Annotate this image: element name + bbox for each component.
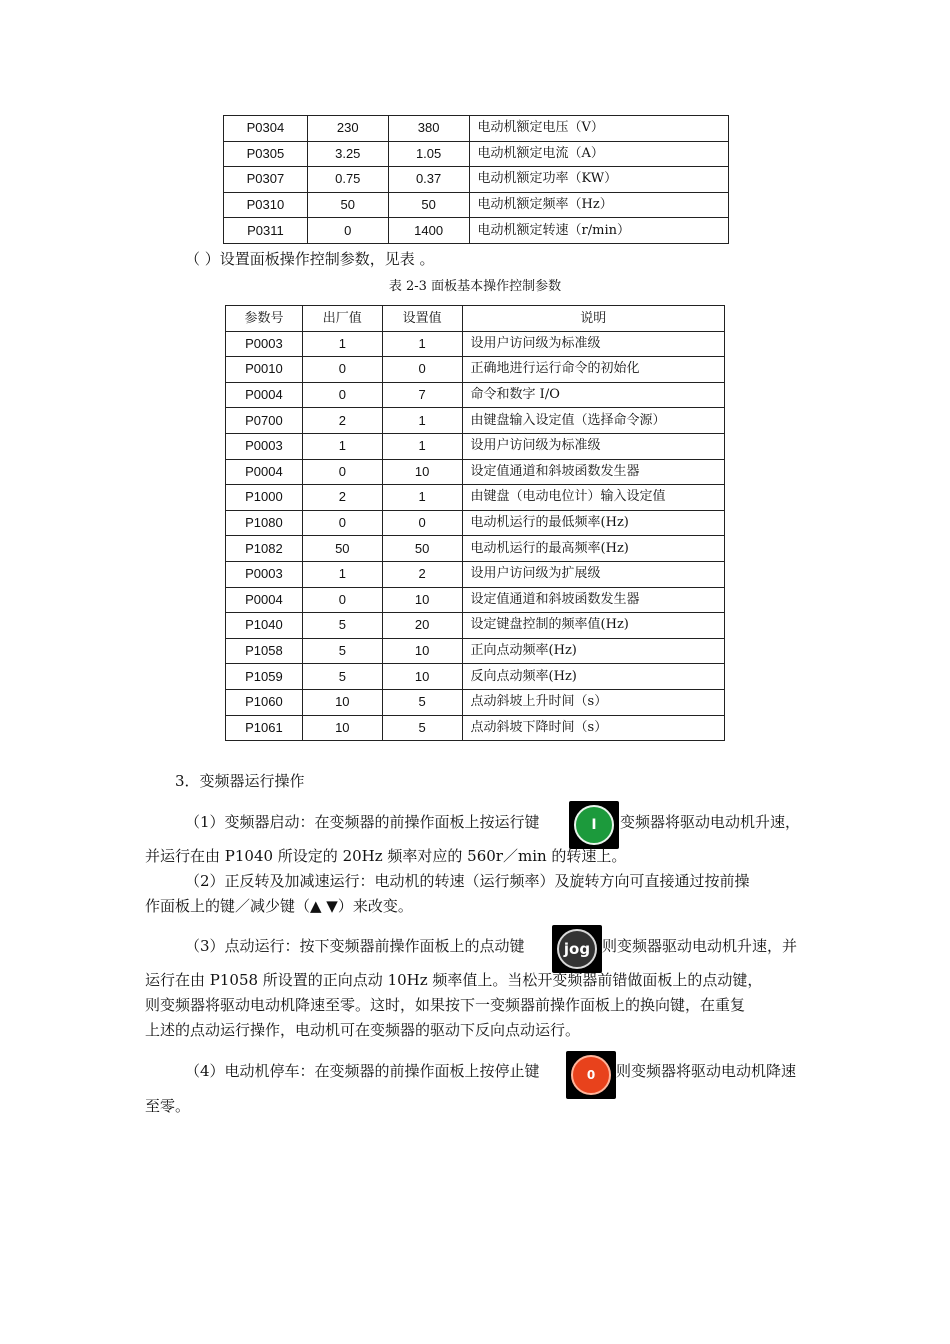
param-cell: P0700 bbox=[226, 408, 303, 434]
setup-panel-line: （ ）设置面板操作控制参数，见表 。 bbox=[185, 250, 435, 268]
param-cell: P0004 bbox=[226, 587, 303, 613]
description-cell: 电动机额定电压（V） bbox=[469, 116, 728, 142]
value-cell: 0 bbox=[307, 218, 388, 244]
header-param: 参数号 bbox=[226, 306, 303, 332]
value-cell: 2 bbox=[302, 485, 382, 511]
p3-line-1b: 则变频器驱动电动机升速，并 bbox=[602, 937, 798, 955]
value-cell: 0 bbox=[302, 382, 382, 408]
jog-key-icon: jog bbox=[552, 925, 602, 973]
table-row bbox=[226, 433, 725, 459]
param-cell: P1040 bbox=[226, 613, 303, 639]
value-cell: 1400 bbox=[388, 218, 469, 244]
value-cell: 1 bbox=[382, 433, 462, 459]
value-cell: 0 bbox=[302, 357, 382, 383]
param-cell: P1060 bbox=[226, 689, 303, 715]
description-cell: 电动机运行的最高频率(Hz) bbox=[462, 536, 724, 562]
value-cell: 50 bbox=[382, 536, 462, 562]
table-row bbox=[226, 536, 725, 562]
value-cell: 20 bbox=[382, 613, 462, 639]
p2-line-1: （2）正反转及加减速运行：电动机的转速（运行频率）及旋转方向可直接通过按前操 bbox=[185, 872, 750, 890]
description-cell: 设定值通道和斜坡函数发生器 bbox=[462, 459, 724, 485]
table-row bbox=[226, 331, 725, 357]
table-row bbox=[226, 689, 725, 715]
value-cell: 380 bbox=[388, 116, 469, 142]
value-cell: 1.05 bbox=[388, 141, 469, 167]
param-cell: P0003 bbox=[226, 433, 303, 459]
stop-key-icon: 0 bbox=[566, 1051, 616, 1099]
param-cell: P0304 bbox=[224, 116, 308, 142]
p4-line-2: 至零。 bbox=[145, 1097, 191, 1115]
table-row bbox=[226, 561, 725, 587]
value-cell: 1 bbox=[382, 408, 462, 434]
table-caption: 表 2-3 面板基本操作控制参数 bbox=[388, 279, 562, 294]
p3-line-2: 运行在由 P1058 所设置的正向点动 10Hz 频率值上。当松开变频器前错做面板上的点动键， bbox=[145, 971, 763, 989]
description-cell: 电动机额定功率（KW） bbox=[469, 167, 728, 193]
param-cell: P0004 bbox=[226, 382, 303, 408]
description-cell: 电动机额定频率（Hz） bbox=[469, 192, 728, 218]
p3-line-1a: （3）点动运行：按下变频器前操作面板上的点动键 bbox=[185, 937, 525, 955]
table-row bbox=[224, 141, 729, 167]
description-cell: 设定键盘控制的频率值(Hz) bbox=[462, 613, 724, 639]
value-cell: 5 bbox=[382, 689, 462, 715]
header-default: 出厂值 bbox=[302, 306, 382, 332]
table-row bbox=[224, 116, 729, 142]
description-cell: 电动机运行的最低频率(Hz) bbox=[462, 510, 724, 536]
table-row bbox=[224, 192, 729, 218]
param-cell: P0311 bbox=[224, 218, 308, 244]
motor-parameter-table bbox=[223, 115, 729, 244]
p3-line-3: 则变频器将驱动电动机降速至零。这时，如果按下一变频器前操作面板上的换向键，在重复 bbox=[145, 996, 746, 1014]
section-title: 3．变频器运行操作 bbox=[175, 772, 305, 790]
value-cell: 2 bbox=[382, 561, 462, 587]
value-cell: 10 bbox=[302, 715, 382, 741]
value-cell: 10 bbox=[382, 587, 462, 613]
description-cell: 正向点动频率(Hz) bbox=[462, 638, 724, 664]
table-row bbox=[226, 485, 725, 511]
table-row bbox=[226, 382, 725, 408]
description-cell: 设用户访问级为标准级 bbox=[462, 433, 724, 459]
table-row bbox=[226, 459, 725, 485]
param-cell: P1000 bbox=[226, 485, 303, 511]
param-cell: P0310 bbox=[224, 192, 308, 218]
table-header-row bbox=[226, 306, 725, 332]
value-cell: 0 bbox=[302, 459, 382, 485]
value-cell: 7 bbox=[382, 382, 462, 408]
param-cell: P0305 bbox=[224, 141, 308, 167]
description-cell: 设定值通道和斜坡函数发生器 bbox=[462, 587, 724, 613]
value-cell: 1 bbox=[302, 433, 382, 459]
table-row bbox=[224, 218, 729, 244]
table-row bbox=[226, 357, 725, 383]
table-row bbox=[224, 167, 729, 193]
table-row bbox=[226, 408, 725, 434]
value-cell: 1 bbox=[302, 331, 382, 357]
param-cell: P0004 bbox=[226, 459, 303, 485]
description-cell: 反向点动频率(Hz) bbox=[462, 664, 724, 690]
value-cell: 3.25 bbox=[307, 141, 388, 167]
param-cell: P0003 bbox=[226, 331, 303, 357]
p4-line-1a: （4）电动机停车：在变频器的前操作面板上按停止键 bbox=[185, 1062, 540, 1080]
value-cell: 10 bbox=[302, 689, 382, 715]
value-cell: 10 bbox=[382, 459, 462, 485]
description-cell: 电动机额定转速（r/min） bbox=[469, 218, 728, 244]
value-cell: 1 bbox=[382, 485, 462, 511]
panel-control-table bbox=[225, 305, 725, 741]
p1-line-2: 并运行在由 P1040 所设定的 20Hz 频率对应的 560r／min 的转速上。 bbox=[145, 847, 627, 865]
p3-line-4: 上述的点动运行操作，电动机可在变频器的驱动下反向点动运行。 bbox=[145, 1021, 581, 1039]
value-cell: 0 bbox=[382, 357, 462, 383]
value-cell: 5 bbox=[382, 715, 462, 741]
table-row bbox=[226, 638, 725, 664]
table-row bbox=[226, 715, 725, 741]
value-cell: 1 bbox=[302, 561, 382, 587]
description-cell: 点动斜坡下降时间（s） bbox=[462, 715, 724, 741]
table-row bbox=[226, 664, 725, 690]
param-cell: P1058 bbox=[226, 638, 303, 664]
description-cell: 点动斜坡上升时间（s） bbox=[462, 689, 724, 715]
p1-line-1b: 变频器将驱动电动机升速， bbox=[620, 813, 801, 831]
description-cell: 由键盘（电动电位计）输入设定值 bbox=[462, 485, 724, 511]
table-row bbox=[226, 587, 725, 613]
param-cell: P0010 bbox=[226, 357, 303, 383]
description-cell: 电动机额定电流（A） bbox=[469, 141, 728, 167]
param-cell: P1080 bbox=[226, 510, 303, 536]
description-cell: 命令和数字 I/O bbox=[462, 382, 724, 408]
description-cell: 设用户访问级为扩展级 bbox=[462, 561, 724, 587]
value-cell: 5 bbox=[302, 613, 382, 639]
param-cell: P1061 bbox=[226, 715, 303, 741]
description-cell: 正确地进行运行命令的初始化 bbox=[462, 357, 724, 383]
description-cell: 由键盘输入设定值（选择命令源） bbox=[462, 408, 724, 434]
param-cell: P0307 bbox=[224, 167, 308, 193]
param-cell: P1082 bbox=[226, 536, 303, 562]
header-description: 说明 bbox=[462, 306, 724, 332]
value-cell: 50 bbox=[388, 192, 469, 218]
value-cell: 1 bbox=[382, 331, 462, 357]
p4-line-1b: 则变频器将驱动电动机降速 bbox=[616, 1062, 797, 1080]
p1-line-1a: （1）变频器启动：在变频器的前操作面板上按运行键 bbox=[185, 813, 540, 831]
value-cell: 0 bbox=[302, 587, 382, 613]
run-key-icon: I bbox=[569, 801, 619, 849]
value-cell: 0.37 bbox=[388, 167, 469, 193]
value-cell: 10 bbox=[382, 638, 462, 664]
value-cell: 0.75 bbox=[307, 167, 388, 193]
table-row bbox=[226, 613, 725, 639]
value-cell: 5 bbox=[302, 638, 382, 664]
value-cell: 50 bbox=[307, 192, 388, 218]
param-cell: P0003 bbox=[226, 561, 303, 587]
value-cell: 0 bbox=[382, 510, 462, 536]
value-cell: 10 bbox=[382, 664, 462, 690]
table-row bbox=[226, 510, 725, 536]
value-cell: 0 bbox=[302, 510, 382, 536]
value-cell: 5 bbox=[302, 664, 382, 690]
value-cell: 2 bbox=[302, 408, 382, 434]
value-cell: 230 bbox=[307, 116, 388, 142]
param-cell: P1059 bbox=[226, 664, 303, 690]
description-cell: 设用户访问级为标准级 bbox=[462, 331, 724, 357]
value-cell: 50 bbox=[302, 536, 382, 562]
p2-line-2: 作面板上的键／减少键（▲ ▼）来改变。 bbox=[145, 897, 413, 915]
header-setting: 设置值 bbox=[382, 306, 462, 332]
